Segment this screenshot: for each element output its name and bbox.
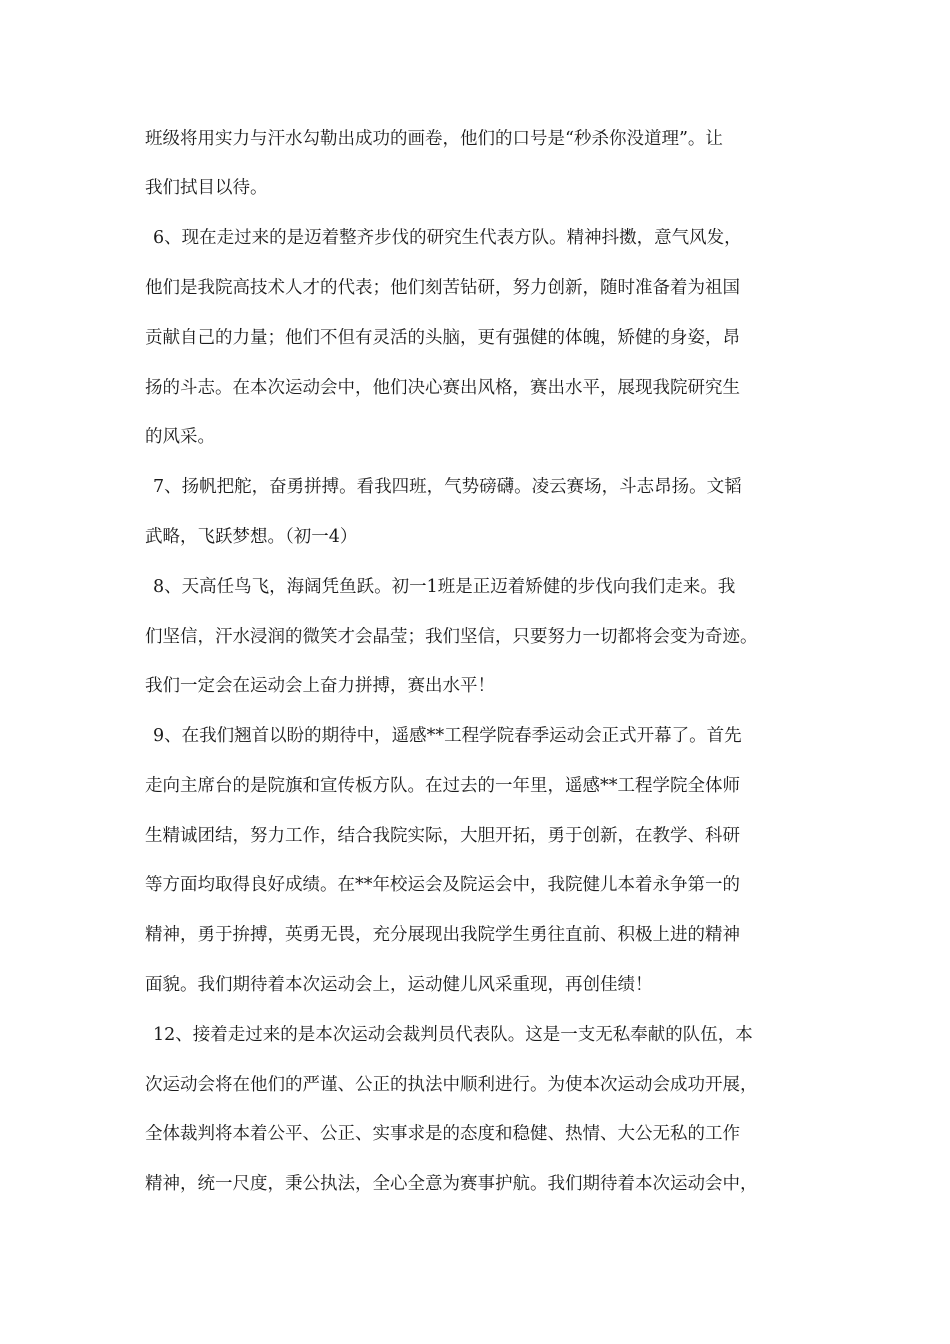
text-line: 精神，勇于拚搏，英勇无畏，充分展现出我院学生勇往直前、积极上进的精神 [145, 925, 740, 945]
paragraph-6-start: 6、现在走过来的是迈着整齐步伐的研究生代表方队。精神抖擞，意气风发， [153, 228, 742, 248]
text-line: 贡献自己的力量；他们不但有灵活的头脑，更有强健的体魄，矫健的身姿，昂 [145, 328, 740, 348]
text-line: 面貌。我们期待着本次运动会上，运动健儿风采重现，再创佳绩！ [145, 975, 653, 995]
text-line: 等方面均取得良好成绩。在**年校运会及院运会中，我院健儿本着永争第一的 [145, 875, 740, 895]
text-line: 精神，统一尺度，秉公执法，全心全意为赛事护航。我们期待着本次运动会中， [145, 1174, 758, 1194]
text-line: 全体裁判将本着公平、公正、实事求是的态度和稳健、热情、大公无私的工作 [145, 1124, 740, 1144]
paragraph-8-start: 8、天高任鸟飞，海阔凭鱼跃。初一1班是正迈着矫健的步伐向我们走来。我 [153, 577, 736, 597]
paragraph-12-start: 12、接着走过来的是本次运动会裁判员代表队。这是一支无私奉献的队伍，本 [153, 1025, 753, 1045]
text-line: 我们拭目以待。 [145, 178, 268, 198]
text-line: 我们一定会在运动会上奋力拼搏，赛出水平！ [145, 676, 495, 696]
text-line: 他们是我院高技术人才的代表；他们刻苦钻研，努力创新，随时准备着为祖国 [145, 278, 740, 298]
paragraph-7-start: 7、扬帆把舵，奋勇拼搏。看我四班，气势磅礴。凌云赛场，斗志昂扬。文韬 [153, 477, 742, 497]
text-line: 次运动会将在他们的严谨、公正的执法中顺利进行。为使本次运动会成功开展， [145, 1075, 758, 1095]
text-line: 扬的斗志。在本次运动会中，他们决心赛出风格，赛出水平，展现我院研究生 [145, 378, 740, 398]
text-line: 班级将用实力与汗水勾勒出成功的画卷，他们的口号是“秒杀你没道理”。让 [145, 129, 723, 149]
text-line: 生精诚团结，努力工作，结合我院实际，大胆开拓，勇于创新，在教学、科研 [145, 826, 740, 846]
text-line: 的风采。 [145, 427, 215, 447]
text-line: 走向主席台的是院旗和宣传板方队。在过去的一年里，遥感**工程学院全体师 [145, 776, 740, 796]
text-line: 们坚信，汗水浸润的微笑才会晶莹；我们坚信，只要努力一切都将会变为奇迹。 [145, 627, 758, 647]
text-line: 武略，飞跃梦想。（初一4） [145, 527, 358, 547]
paragraph-9-start: 9、在我们翘首以盼的期待中，遥感**工程学院春季运动会正式开幕了。首先 [153, 726, 742, 746]
